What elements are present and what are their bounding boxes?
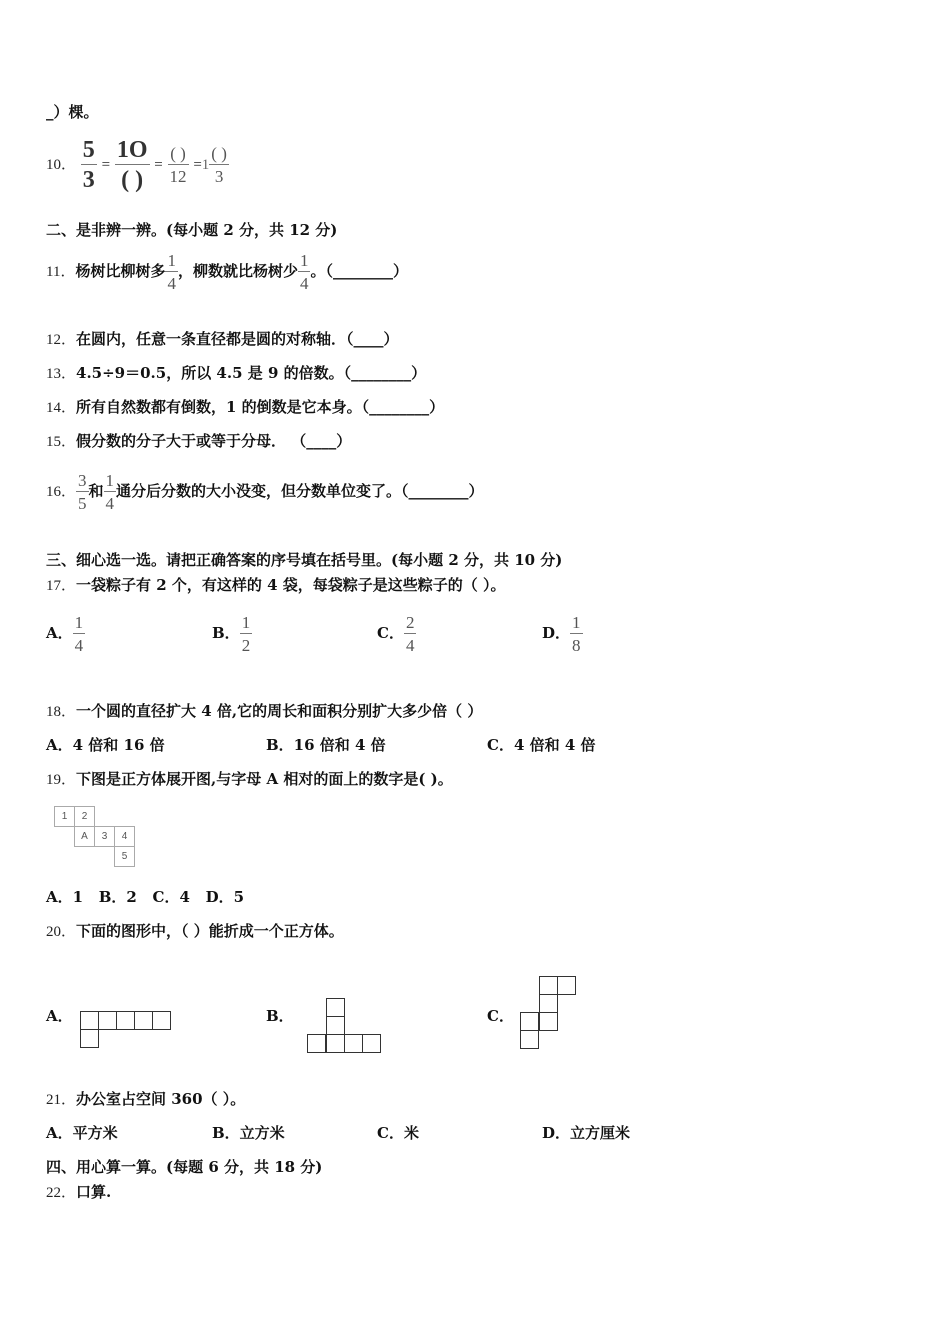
q20-option-a[interactable]: A． — [46, 1007, 73, 1025]
q17-option-a[interactable]: A． $\frac{1}{4}$ — [46, 613, 84, 655]
q16-fraction-b: $\frac{1}{4}$ — [105, 471, 115, 513]
q16: 16． $\frac{3}{5}$ 和 $\frac{1}{4}$ 通分后分数的大小没变，但分数单位变了。（________） — [46, 471, 484, 513]
section-3-heading: 三、细心选一选。请把正确答案的序号填在括号里。(每小题 2 分，共 10 分) — [46, 551, 563, 569]
q10: 10． $\frac{5}{3}$ = $\frac{1O}{( )}$ = $\frac{( )}{12}$ =1 $\frac{( )}{3}$ — [46, 137, 227, 193]
q15: 15．假分数的分子大于或等于分母． （____） — [46, 432, 352, 450]
q11: 11．杨树比柳树多 $\frac{1}{4}$ ，柳数就比杨树少 $\frac{1}{4}$ 。（________） — [46, 251, 408, 293]
q10-fraction-d: $\frac{( )}{3}$ — [211, 144, 227, 186]
q20-option-b[interactable]: B． — [266, 1007, 294, 1025]
net-face: 4 — [114, 826, 135, 847]
q12: 12．在圆内，任意一条直径都是圆的对称轴．（____） — [46, 330, 399, 348]
q20-net-b — [307, 998, 385, 1058]
q16-fraction-a: $\frac{3}{5}$ — [78, 471, 87, 513]
q21: 21．办公室占空间 360（ ）。 — [46, 1090, 246, 1108]
q18-option-c[interactable]: C．4 倍和 4 倍 — [487, 736, 596, 754]
q21-option-a[interactable]: A．平方米 — [46, 1124, 118, 1142]
net-face: A — [74, 826, 95, 847]
q17: 17．一袋粽子有 2 个，有这样的 4 袋，每袋粽子是这些粽子的（ ）。 — [46, 576, 506, 594]
q20-net-a — [80, 1011, 175, 1051]
q20-net-c — [520, 976, 580, 1054]
q18-option-a[interactable]: A．4 倍和 16 倍 — [46, 736, 165, 754]
q19-options[interactable]: A．1 B．2 C．4 D．5 — [46, 888, 245, 906]
q17-option-c[interactable]: C． $\frac{2}{4}$ — [377, 613, 415, 655]
q20: 20．下面的图形中，（ ）能折成一个正方体。 — [46, 922, 344, 940]
q11-fraction-b: $\frac{1}{4}$ — [299, 251, 309, 293]
net-face: 2 — [74, 806, 95, 827]
q21-option-d[interactable]: D．立方厘米 — [542, 1124, 631, 1142]
q13: 13．4.5÷9＝0.5，所以 4.5 是 9 的倍数。（________） — [46, 364, 427, 382]
q17-option-d[interactable]: D． $\frac{1}{8}$ — [542, 613, 581, 655]
q17-option-b[interactable]: B． $\frac{1}{2}$ — [212, 613, 251, 655]
q10-fraction-b: $\frac{1O}{( )}$ — [116, 137, 148, 193]
q10-fraction-c: $\frac{( )}{12}$ — [169, 144, 187, 186]
q21-option-c[interactable]: C．米 — [377, 1124, 419, 1142]
section-2-heading: 二、是非辨一辨。(每小题 2 分，共 12 分) — [46, 221, 338, 239]
net-face: 1 — [54, 806, 75, 827]
q21-option-b[interactable]: B．立方米 — [212, 1124, 285, 1142]
q22: 22．口算. — [46, 1183, 112, 1201]
net-face: 3 — [94, 826, 115, 847]
q19: 19．下图是正方体展开图,与字母 A 相对的面上的数字是( )。 — [46, 770, 453, 788]
q18: 18．一个圆的直径扩大 4 倍,它的周长和面积分别扩大多少倍（ ） — [46, 702, 483, 720]
q10-number: 10． — [46, 157, 77, 173]
net-face: 5 — [114, 846, 135, 867]
q14: 14．所有自然数都有倒数，1 的倒数是它本身。（________） — [46, 398, 445, 416]
section-4-heading: 四、用心算一算。(每题 6 分，共 18 分) — [46, 1158, 323, 1176]
q11-fraction-a: $\frac{1}{4}$ — [167, 251, 176, 293]
q9-tail: _）棵。 — [46, 103, 99, 121]
q10-fraction-a: $\frac{5}{3}$ — [82, 137, 95, 193]
q18-option-b[interactable]: B．16 倍和 4 倍 — [266, 736, 386, 754]
q20-option-c[interactable]: C． — [487, 1007, 514, 1025]
q19-cube-net — [54, 806, 138, 870]
